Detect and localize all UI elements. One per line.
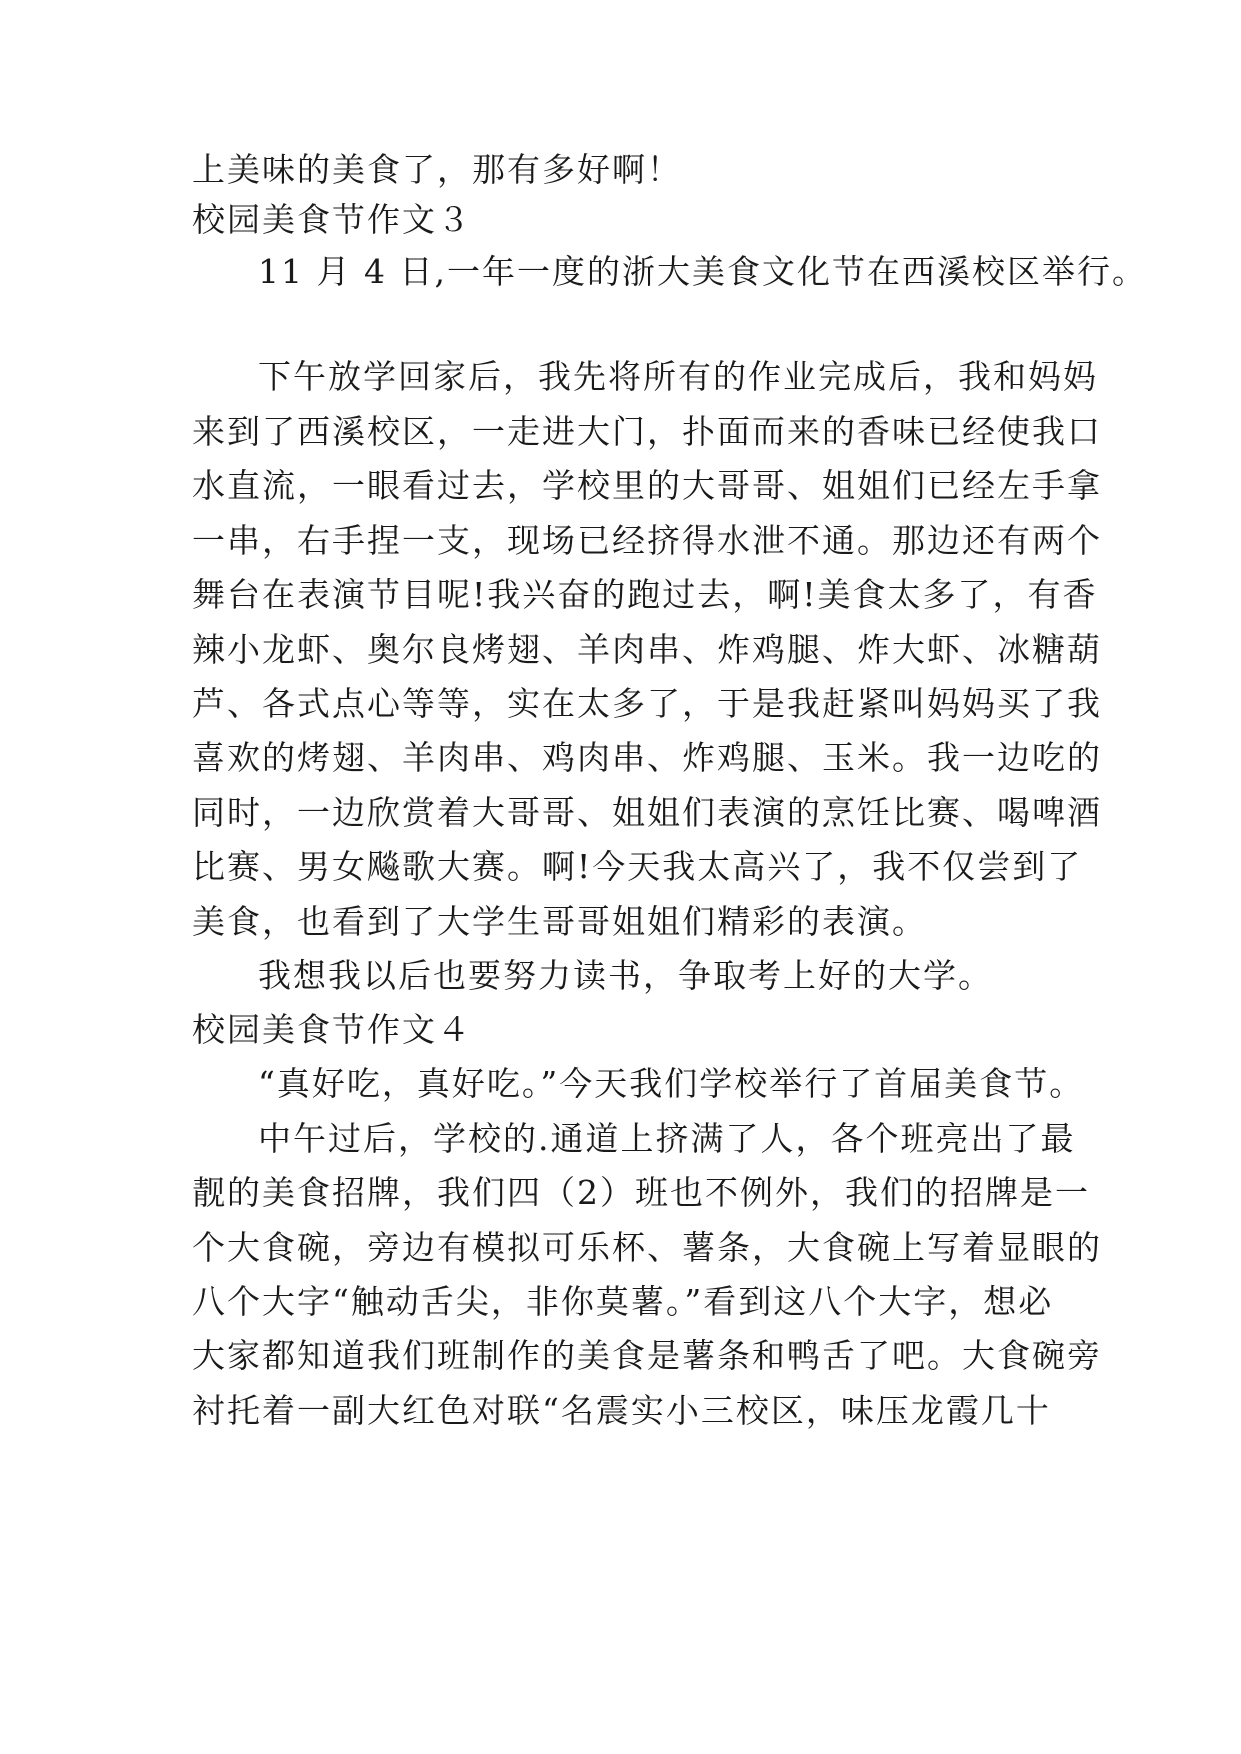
text-line: 八个大字“触动舌尖，非你莫薯。”看到这八个大字，想必: [192, 1282, 1054, 1321]
text-line: “真好吃，真好吃。”今天我们学校举行了首届美食节。: [258, 1064, 1085, 1103]
text-line: 靓的美食招牌，我们四（2）班也不例外，我们的招牌是一: [192, 1173, 1090, 1212]
text-line: 舞台在表演节目呢!我兴奋的跑过去，啊!美食太多了，有香: [192, 575, 1098, 614]
text-line: 一串，右手捏一支，现场已经挤得水泄不通。那边还有两个: [192, 521, 1102, 560]
text-line: 我想我以后也要努力读书，争取考上好的大学。: [258, 956, 993, 995]
text-line: 11 月 4 日,一年一度的浙大美食文化节在西溪校区举行。: [258, 252, 1147, 291]
text-line: 个大食碗，旁边有模拟可乐杯、薯条，大食碗上写着显眼的: [192, 1228, 1102, 1267]
text-line: 美食，也看到了大学生哥哥姐姐们精彩的表演。: [192, 902, 927, 941]
text-line: 比赛、男女飚歌大赛。啊!今天我太高兴了，我不仅尝到了: [192, 847, 1083, 886]
text-line: 中午过后，学校的.通道上挤满了人，各个班亮出了最: [258, 1119, 1076, 1158]
text-line: 辣小龙虾、奥尔良烤翅、羊肉串、炸鸡腿、炸大虾、冰糖葫: [192, 630, 1102, 669]
section-heading: 校园美食节作文３: [192, 200, 472, 239]
text-line: 喜欢的烤翅、羊肉串、鸡肉串、炸鸡腿、玉米。我一边吃的: [192, 738, 1102, 777]
text-line: 下午放学回家后，我先将所有的作业完成后，我和妈妈: [258, 357, 1098, 396]
text-line: 同时，一边欣赏着大哥哥、姐姐们表演的烹饪比赛、喝啤酒: [192, 793, 1102, 832]
text-line: 水直流，一眼看过去，学校里的大哥哥、姐姐们已经左手拿: [192, 466, 1102, 505]
text-line: 大家都知道我们班制作的美食是薯条和鸭舌了吧。大食碗旁: [192, 1336, 1102, 1375]
text-line: 衬托着一副大红色对联“名震实小三校区，味压龙霞几十: [192, 1391, 1051, 1430]
section-heading: 校园美食节作文４: [192, 1010, 472, 1049]
text-line: 上美味的美食了，那有多好啊！: [192, 150, 682, 189]
text-line: 来到了西溪校区，一走进大门，扑面而来的香味已经使我口: [192, 412, 1102, 451]
text-line: 芦、各式点心等等，实在太多了，于是我赶紧叫妈妈买了我: [192, 684, 1102, 723]
